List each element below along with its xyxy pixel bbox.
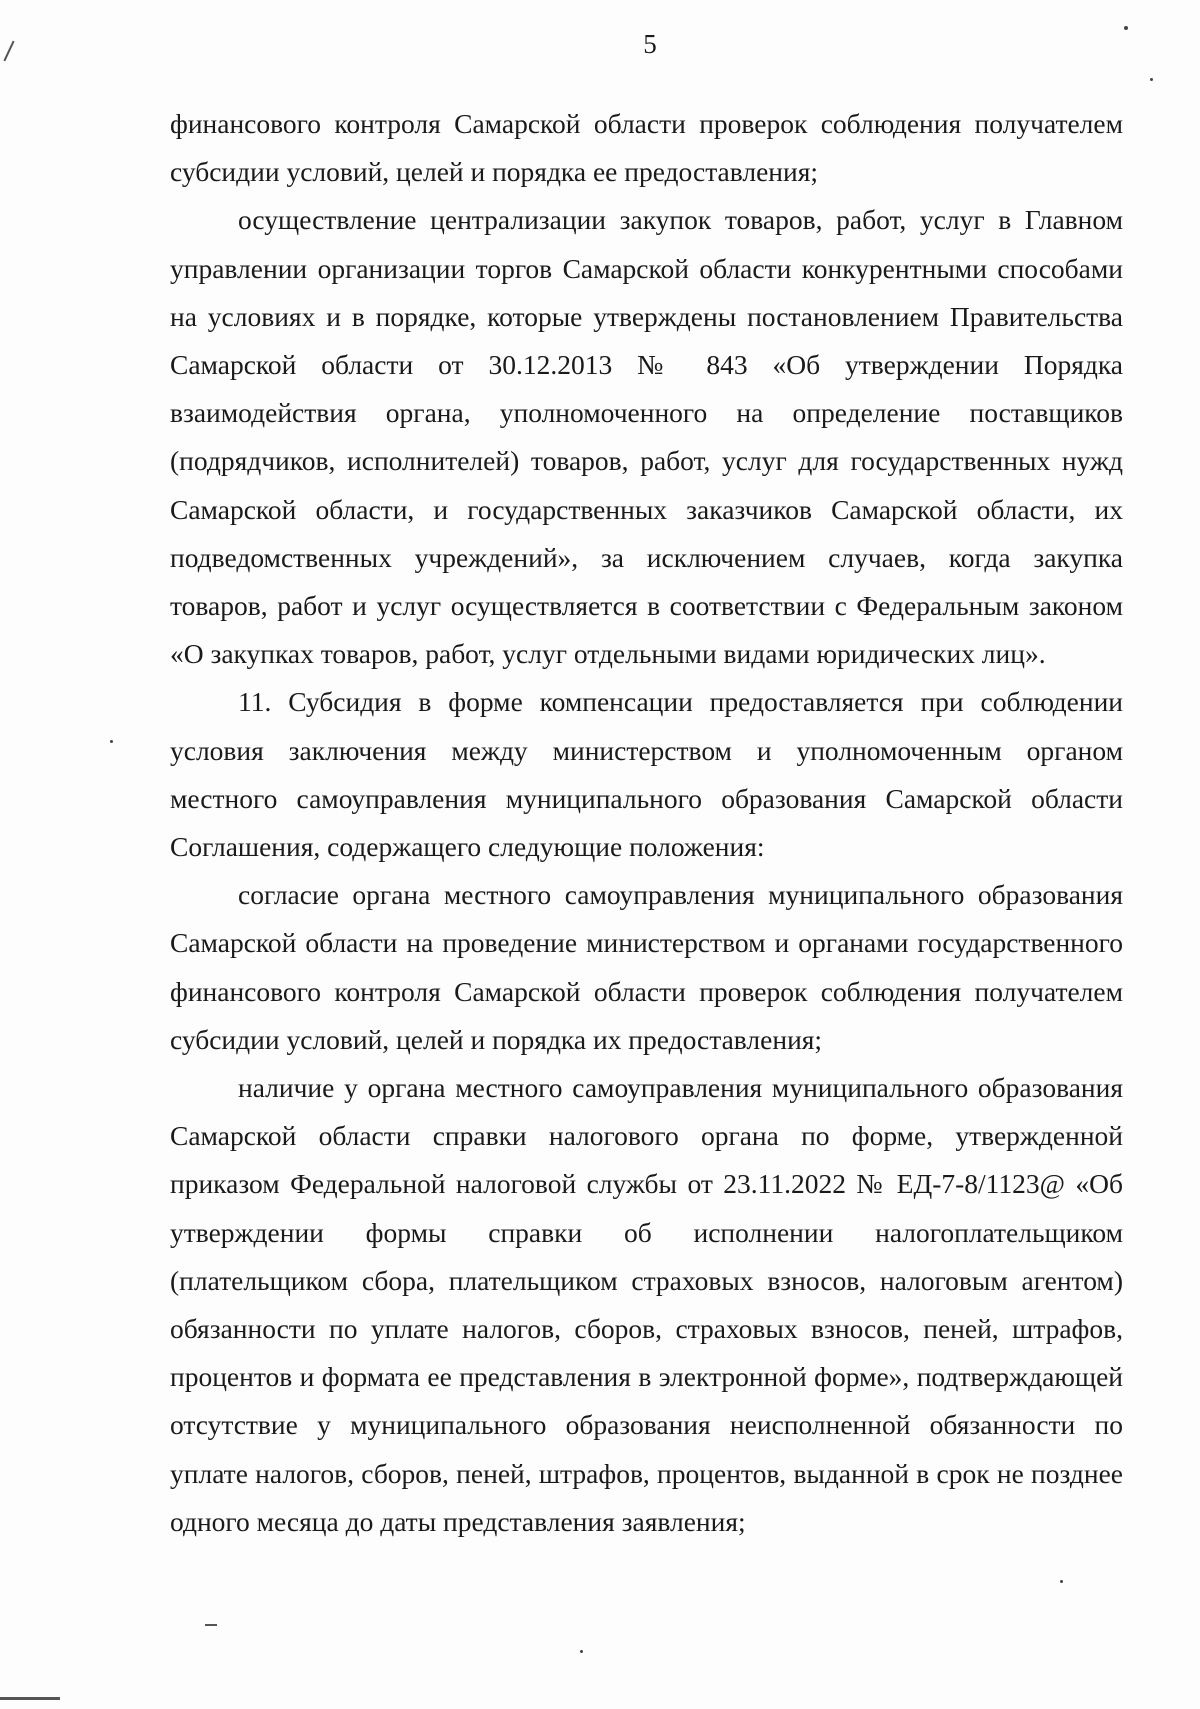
document-body: [170, 100, 1123, 1546]
scan-speck: [1060, 1580, 1063, 1583]
paragraph-tax-certificate: наличие у органа местного самоуправления муниципального образования Самарской области справки налогового органа по форме, утвержденной приказом Федеральной налоговой службы от 23.11.2022 № ЕД-7-8/1123@ «Об утверждении формы справки об исполнении налогоплательщиком (плательщиком сбора, плательщиком страховых взносов, налоговым агентом) обязанности по уплате налогов, сборов, страховых взносов, пеней, штрафов, процентов и формата ее представления в электронной форме», подтверждающей отсутствие у муниципального образования неисполненной обязанности по уплате налогов, сборов, пеней, штрафов, процентов, выданной в срок не позднее одного месяца до даты представления заявления;: [170, 1072, 1123, 1537]
paragraph-consent: согласие органа местного самоуправления муниципального образования Самарской области на проведение министерством и органами государственного финансового контроля Самарской области проверок соблюдения получателем субсидии условий, целей и порядка их предоставления;: [170, 879, 1123, 1055]
scan-speck: [580, 1650, 583, 1653]
paragraph-section-11: 11. Субсидия в форме компенсации предоставляется при соблюдении условия заключения между министерством и уполномоченным органом местного самоуправления муниципального образования Самарской области Соглашения, содержащего следующие положения:: [170, 686, 1123, 863]
scan-edge-mark: [3, 41, 14, 62]
scan-edge-mark: [205, 1624, 217, 1626]
page-number: 5: [643, 29, 657, 59]
scan-speck: [1150, 78, 1153, 81]
paragraph-centralized-procurement: осуществление централизации закупок товаров, работ, услуг в Главном управлении организации торгов Самарской области конкурентными способами на условиях и в порядке, которые утверждены постановлением Правительства Самарской области от 30.12.2013 № 843 «Об утверждении Порядка взаимодействия органа, уполномоченного на определение поставщиков (подрядчиков, исполнителей) товаров, работ, услуг для государственных нужд Самарской области, и государственных заказчиков Самарской области, их подведомственных учреждений», за исключением случаев, когда закупка товаров, работ и услуг осуществляется в соответствии с Федеральным законом «О закупках товаров, работ, услуг отдельными видами юридических лиц».: [170, 204, 1123, 670]
scan-speck: [110, 740, 113, 743]
scan-edge-mark: [0, 1697, 60, 1700]
paragraph-continuation: финансового контроля Самарской области проверок соблюдения получателем субсидии условий, целей и порядка ее предоставления;: [170, 108, 1123, 188]
scan-speck: [1124, 26, 1128, 30]
